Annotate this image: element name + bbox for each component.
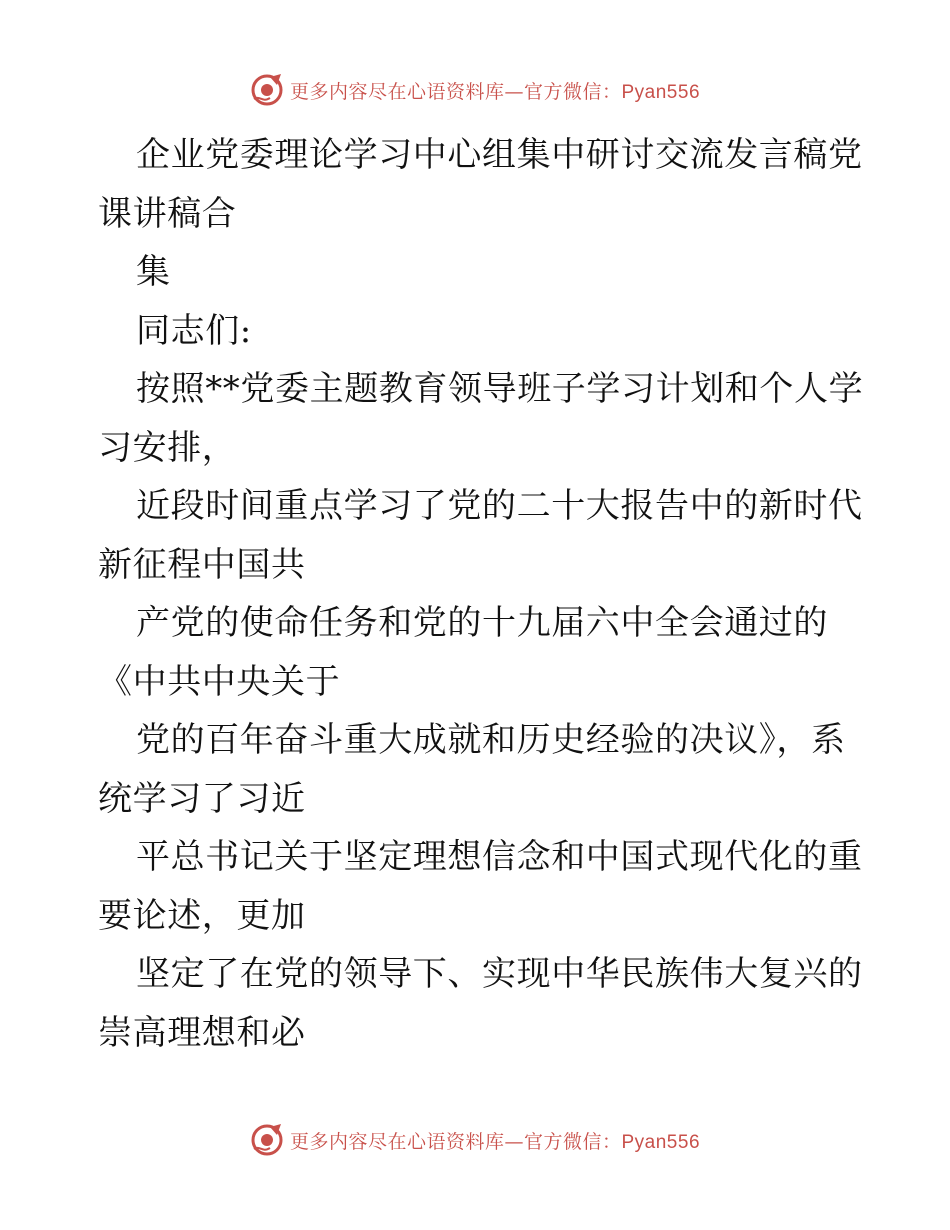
document-line: 产党的使命任务和党的十九届六中全会通过的 bbox=[136, 603, 828, 643]
document-line: 集 bbox=[136, 252, 171, 292]
document-line: 党的百年奋斗重大成就和历史经验的决议》，系 bbox=[136, 720, 846, 760]
header-banner-wechat-id: Pyan556 bbox=[621, 81, 701, 103]
document-line: 新征程中国共 bbox=[98, 544, 306, 585]
footer-banner-text bbox=[290, 1127, 700, 1154]
document-line: 课讲稿合 bbox=[98, 193, 237, 234]
red-pen-circle-logo bbox=[250, 1123, 284, 1157]
document-line: 崇高理想和必 bbox=[98, 1012, 306, 1053]
document-line: 按照**党委主题教育领导班子学习计划和个人学 bbox=[136, 369, 864, 409]
document-line: 坚定了在党的领导下、实现中华民族伟大复兴的 bbox=[136, 954, 863, 994]
document-line: 同志们: bbox=[136, 310, 252, 351]
document-line: 要论述，更加 bbox=[98, 895, 306, 936]
document-line: 近段时间重点学习了党的二十大报告中的新时代 bbox=[136, 486, 863, 526]
footer-banner bbox=[0, 1120, 950, 1160]
document-line: 统学习了习近 bbox=[98, 778, 306, 819]
document-line: 企业党委理论学习中心组集中研讨交流发言稿党 bbox=[136, 135, 863, 175]
header-banner-cn: 更多内容尽在心语资料库—官方微信： bbox=[289, 80, 622, 103]
header-banner bbox=[0, 70, 950, 110]
document-line: 平总书记关于坚定理想信念和中国式现代化的重 bbox=[136, 837, 863, 877]
footer-banner-cn: 更多内容尽在心语资料库—官方微信： bbox=[289, 1130, 622, 1153]
header-banner-text bbox=[290, 77, 700, 104]
document-line: 《中共中央关于 bbox=[98, 661, 341, 702]
document-line: 习安排， bbox=[98, 427, 237, 468]
footer-banner-wechat-id: Pyan556 bbox=[621, 1131, 701, 1153]
document-body bbox=[98, 126, 864, 1062]
red-pen-circle-logo bbox=[250, 73, 284, 107]
